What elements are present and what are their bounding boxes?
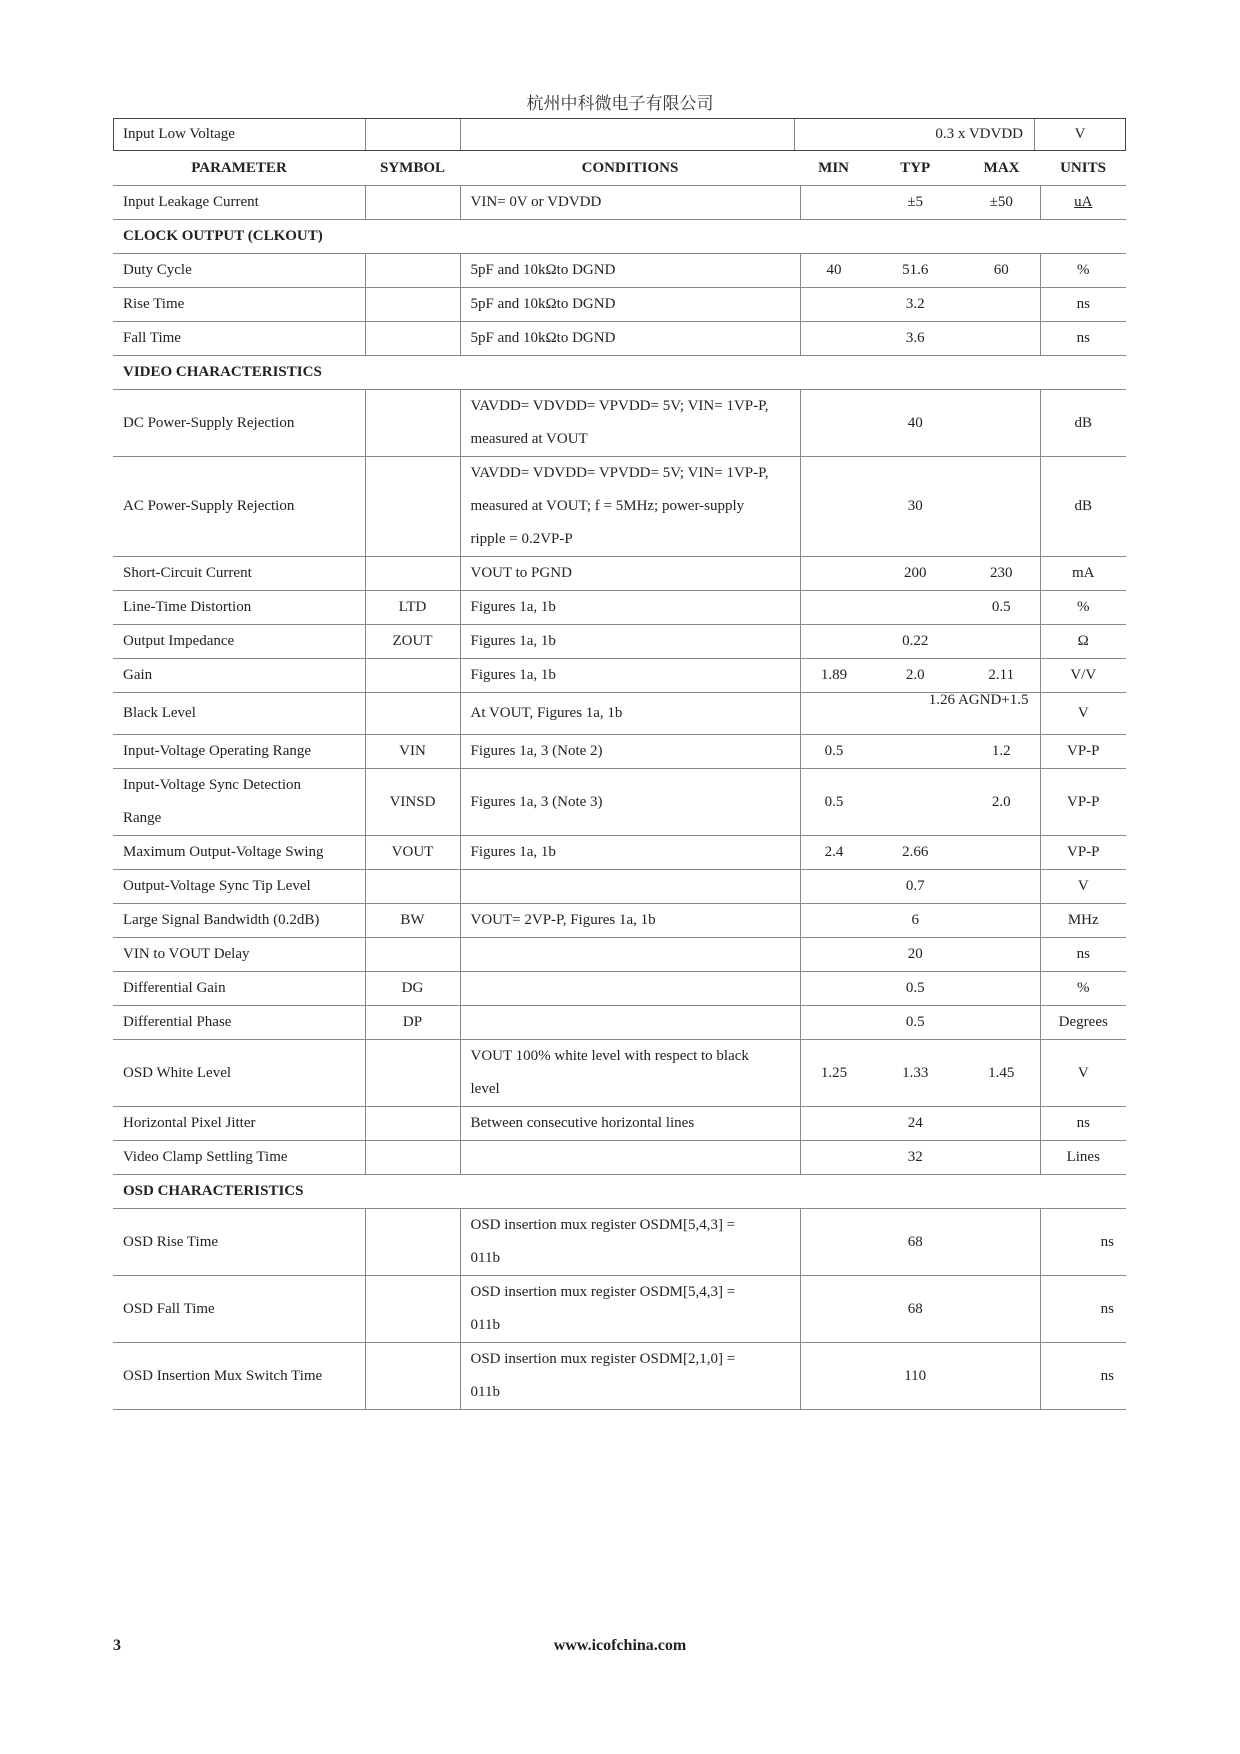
row-values — [800, 1040, 1040, 1107]
table-row — [113, 938, 1126, 972]
row-max: 0.5 — [991, 599, 1011, 615]
row-max: ±50 — [989, 194, 1013, 210]
conditions-line: measured at VOUT — [470, 431, 588, 447]
row-min: 0.5 — [824, 743, 844, 759]
row-unit: ns — [1040, 1276, 1126, 1343]
table-row — [113, 1141, 1126, 1175]
row-unit: % — [1040, 972, 1126, 1006]
row-min: 40 — [826, 262, 842, 278]
row-conditions — [460, 1343, 800, 1410]
row-parameter: VIN to VOUT Delay — [113, 938, 365, 972]
row-conditions — [460, 1006, 800, 1040]
row-min: 1.25 — [820, 1064, 848, 1081]
row-typ: 1.26 AGND+1.5 — [928, 692, 1029, 708]
table-header-row — [113, 152, 1126, 186]
table-row — [113, 836, 1126, 870]
row-parameter: Duty Cycle — [113, 254, 365, 288]
row-values — [800, 836, 1040, 870]
row-symbol — [365, 1209, 460, 1276]
row-typ: 2.66 — [902, 844, 929, 860]
row-symbol — [365, 1276, 460, 1343]
row-parameter: OSD Fall Time — [113, 1276, 365, 1343]
row-unit: ns — [1040, 1209, 1126, 1276]
row-values — [800, 186, 1040, 220]
row-unit: V — [1040, 1040, 1126, 1107]
row-unit: V — [1040, 693, 1126, 735]
table-row — [113, 186, 1126, 220]
row-typ: 0.5 — [905, 1014, 925, 1030]
row-typ: ±5 — [907, 194, 924, 210]
section-title: VIDEO CHARACTERISTICS — [113, 356, 1126, 390]
conditions-line: OSD insertion mux register OSDM[5,4,3] = — [470, 1217, 736, 1233]
parameter-line: Range — [123, 810, 162, 826]
page-number: 3 — [113, 1637, 121, 1654]
row-symbol — [365, 186, 460, 220]
row-max: 1.45 — [988, 1064, 1015, 1081]
row-max: 2.0 — [991, 793, 1011, 810]
row-symbol: BW — [365, 904, 460, 938]
row-unit: Degrees — [1040, 1006, 1126, 1040]
row-conditions: Figures 1a, 1b — [460, 659, 800, 693]
row-parameter: Black Level — [113, 693, 365, 735]
row-values — [800, 972, 1040, 1006]
row-conditions: Figures 1a, 1b — [460, 591, 800, 625]
row-typ: 110 — [904, 1367, 927, 1384]
row-conditions — [460, 1141, 800, 1175]
row-parameter: OSD Insertion Mux Switch Time — [113, 1343, 365, 1410]
row-min: 0.5 — [824, 793, 844, 810]
row-values — [800, 1276, 1040, 1343]
col-min-typ-max — [800, 152, 1040, 186]
table-row — [113, 1006, 1126, 1040]
row-symbol: ZOUT — [365, 625, 460, 659]
row-typ: 0.22 — [902, 633, 929, 649]
row-conditions — [460, 390, 800, 457]
row-conditions — [460, 1276, 800, 1343]
row-typ: 40 — [907, 414, 923, 431]
conditions-line: measured at VOUT; f = 5MHz; power-supply — [470, 498, 745, 514]
row-unit: VP-P — [1040, 735, 1126, 769]
row-symbol: DP — [365, 1006, 460, 1040]
row-max: 1.2 — [991, 743, 1011, 759]
row-parameter: AC Power-Supply Rejection — [113, 457, 365, 557]
col-units: UNITS — [1040, 152, 1126, 186]
row-conditions: Figures 1a, 1b — [460, 836, 800, 870]
row-unit: ns — [1040, 1343, 1126, 1410]
row-parameter: DC Power-Supply Rejection — [113, 390, 365, 457]
row-conditions: 5pF and 10kΩto DGND — [460, 288, 800, 322]
table-row — [113, 1209, 1126, 1276]
table-row — [113, 769, 1126, 836]
row-values — [800, 1107, 1040, 1141]
row-parameter — [113, 769, 365, 836]
table-row — [113, 735, 1126, 769]
input-low-voltage-row — [113, 118, 1126, 151]
col-parameter: PARAMETER — [113, 152, 365, 186]
row-typ: 24 — [907, 1115, 923, 1131]
row-symbol — [365, 322, 460, 356]
row-conditions: VOUT= 2VP-P, Figures 1a, 1b — [460, 904, 800, 938]
col-symbol: SYMBOL — [365, 152, 460, 186]
row-values — [800, 591, 1040, 625]
row-unit: ns — [1040, 288, 1126, 322]
footer-url[interactable]: www.icofchina.com — [553, 1637, 687, 1654]
row-values — [800, 870, 1040, 904]
col-min: MIN — [818, 160, 849, 176]
row-symbol: DG — [365, 972, 460, 1006]
row-symbol — [366, 119, 461, 150]
row-conditions: At VOUT, Figures 1a, 1b — [460, 693, 800, 735]
row-typ: 6 — [911, 912, 919, 928]
table-row — [113, 972, 1126, 1006]
row-conditions: Figures 1a, 3 (Note 2) — [460, 735, 800, 769]
row-typ: 51.6 — [902, 262, 929, 278]
row-symbol — [365, 1040, 460, 1107]
conditions-line: ripple = 0.2VP-P — [470, 531, 573, 547]
row-values — [800, 254, 1040, 288]
table-row — [113, 904, 1126, 938]
conditions-line: 011b — [470, 1317, 500, 1333]
row-typ: 3.2 — [905, 296, 925, 312]
row-unit: uA — [1040, 186, 1126, 220]
conditions-line: VAVDD= VDVDD= VPVDD= 5V; VIN= 1VP-P, — [470, 398, 769, 414]
row-symbol — [365, 457, 460, 557]
row-symbol: VIN — [365, 735, 460, 769]
table-row — [113, 870, 1126, 904]
conditions-line: OSD insertion mux register OSDM[5,4,3] = — [470, 1284, 736, 1300]
row-symbol: VINSD — [365, 769, 460, 836]
row-unit: dB — [1040, 390, 1126, 457]
section-row — [113, 356, 1126, 390]
row-typ: 0.5 — [905, 980, 925, 996]
row-values — [800, 1343, 1040, 1410]
row-unit: Lines — [1040, 1141, 1126, 1175]
table-row — [113, 693, 1126, 735]
row-unit: MHz — [1040, 904, 1126, 938]
row-unit: VP-P — [1040, 769, 1126, 836]
col-max: MAX — [983, 160, 1020, 176]
row-conditions — [460, 870, 800, 904]
row-max: 2.11 — [988, 667, 1015, 683]
row-values — [800, 769, 1040, 836]
row-typ: 20 — [907, 946, 923, 962]
table-row — [113, 591, 1126, 625]
row-typ: 68 — [907, 1233, 923, 1250]
row-unit: V — [1074, 126, 1086, 142]
row-parameter: Line-Time Distortion — [113, 591, 365, 625]
parameter-line: Input-Voltage Sync Detection — [123, 777, 302, 793]
row-symbol — [365, 254, 460, 288]
row-conditions: 5pF and 10kΩto DGND — [460, 322, 800, 356]
row-conditions — [460, 972, 800, 1006]
row-parameter: Horizontal Pixel Jitter — [113, 1107, 365, 1141]
row-typ: 200 — [903, 565, 927, 581]
row-values — [800, 390, 1040, 457]
col-conditions: CONDITIONS — [460, 152, 800, 186]
section-title: OSD CHARACTERISTICS — [113, 1175, 1126, 1209]
row-unit: Ω — [1040, 625, 1126, 659]
row-values — [800, 625, 1040, 659]
row-values — [800, 693, 1040, 735]
row-values — [800, 1209, 1040, 1276]
row-values — [800, 735, 1040, 769]
row-symbol — [365, 557, 460, 591]
table-row — [113, 1276, 1126, 1343]
table-row — [113, 322, 1126, 356]
row-unit: V — [1040, 870, 1126, 904]
section-row — [113, 220, 1126, 254]
table-row — [113, 254, 1126, 288]
row-conditions: 5pF and 10kΩto DGND — [460, 254, 800, 288]
row-symbol — [365, 288, 460, 322]
section-title: CLOCK OUTPUT (CLKOUT) — [113, 220, 1126, 254]
row-typ: 68 — [907, 1300, 923, 1317]
table-row — [113, 1343, 1126, 1410]
conditions-line: VOUT 100% white level with respect to black — [470, 1048, 749, 1064]
row-symbol — [365, 693, 460, 735]
row-symbol — [365, 659, 460, 693]
table-row — [113, 1107, 1126, 1141]
row-values — [800, 322, 1040, 356]
row-parameter: OSD White Level — [113, 1040, 365, 1107]
row-symbol: VOUT — [365, 836, 460, 870]
row-parameter: OSD Rise Time — [113, 1209, 365, 1276]
row-unit: ns — [1040, 1107, 1126, 1141]
row-parameter: Large Signal Bandwidth (0.2dB) — [113, 904, 365, 938]
row-symbol — [365, 1343, 460, 1410]
table-row — [113, 557, 1126, 591]
row-parameter: Input Leakage Current — [113, 186, 365, 220]
row-unit: dB — [1040, 457, 1126, 557]
row-max: 0.3 x VDVDD — [795, 119, 1035, 150]
electrical-characteristics-table — [113, 152, 1126, 1410]
row-conditions — [460, 1040, 800, 1107]
table-row — [113, 625, 1126, 659]
row-values — [800, 557, 1040, 591]
row-conditions — [461, 119, 795, 150]
row-parameter: Differential Phase — [113, 1006, 365, 1040]
row-unit: VP-P — [1040, 836, 1126, 870]
row-parameter: Gain — [113, 659, 365, 693]
row-values — [800, 288, 1040, 322]
page-header: 杭州中科微电子有限公司 — [526, 94, 714, 114]
row-symbol — [365, 870, 460, 904]
row-parameter: Input-Voltage Operating Range — [113, 735, 365, 769]
conditions-line: OSD insertion mux register OSDM[2,1,0] = — [470, 1351, 736, 1367]
row-values — [800, 938, 1040, 972]
row-typ: 30 — [907, 498, 923, 514]
row-conditions: Figures 1a, 3 (Note 3) — [460, 769, 800, 836]
col-typ: TYP — [900, 160, 931, 176]
row-values — [800, 1006, 1040, 1040]
row-conditions — [460, 1209, 800, 1276]
row-values — [800, 904, 1040, 938]
row-symbol — [365, 390, 460, 457]
row-conditions: VOUT to PGND — [460, 557, 800, 591]
table-row — [113, 1040, 1126, 1107]
table-row — [113, 457, 1126, 557]
row-symbol: LTD — [365, 591, 460, 625]
row-conditions: Figures 1a, 1b — [460, 625, 800, 659]
row-parameter: Output Impedance — [113, 625, 365, 659]
row-parameter: Output-Voltage Sync Tip Level — [113, 870, 365, 904]
row-typ: 3.6 — [905, 330, 925, 346]
row-min: 1.89 — [820, 667, 848, 683]
row-unit: % — [1040, 591, 1126, 625]
row-typ: 32 — [907, 1149, 923, 1165]
row-parameter: Rise Time — [113, 288, 365, 322]
conditions-line: VAVDD= VDVDD= VPVDD= 5V; VIN= 1VP-P, — [470, 465, 769, 481]
row-parameter: Short-Circuit Current — [113, 557, 365, 591]
row-min: 2.4 — [824, 844, 844, 860]
row-parameter: Maximum Output-Voltage Swing — [113, 836, 365, 870]
conditions-line: 011b — [470, 1250, 500, 1266]
row-conditions: VIN= 0V or VDVDD — [460, 186, 800, 220]
section-row — [113, 1175, 1126, 1209]
row-conditions: Between consecutive horizontal lines — [460, 1107, 800, 1141]
row-conditions — [460, 938, 800, 972]
row-values — [800, 457, 1040, 557]
row-symbol — [365, 938, 460, 972]
conditions-line: level — [470, 1081, 500, 1097]
row-typ: 2.0 — [905, 667, 925, 683]
row-unit: mA — [1040, 557, 1126, 591]
row-conditions — [460, 457, 800, 557]
row-typ: 1.33 — [902, 1064, 929, 1081]
row-max: 230 — [989, 565, 1013, 581]
row-symbol — [365, 1141, 460, 1175]
row-unit: % — [1040, 254, 1126, 288]
row-symbol — [365, 1107, 460, 1141]
row-unit: V/V — [1040, 659, 1126, 693]
table-row — [113, 288, 1126, 322]
table-row — [113, 390, 1126, 457]
conditions-line: 011b — [470, 1384, 500, 1400]
row-max: 60 — [993, 262, 1009, 278]
row-values — [800, 1141, 1040, 1175]
row-parameter: Input Low Voltage — [114, 119, 366, 150]
row-unit: ns — [1040, 938, 1126, 972]
row-parameter: Differential Gain — [113, 972, 365, 1006]
row-parameter: Video Clamp Settling Time — [113, 1141, 365, 1175]
row-unit: ns — [1040, 322, 1126, 356]
row-typ: 0.7 — [905, 878, 925, 894]
row-parameter: Fall Time — [113, 322, 365, 356]
